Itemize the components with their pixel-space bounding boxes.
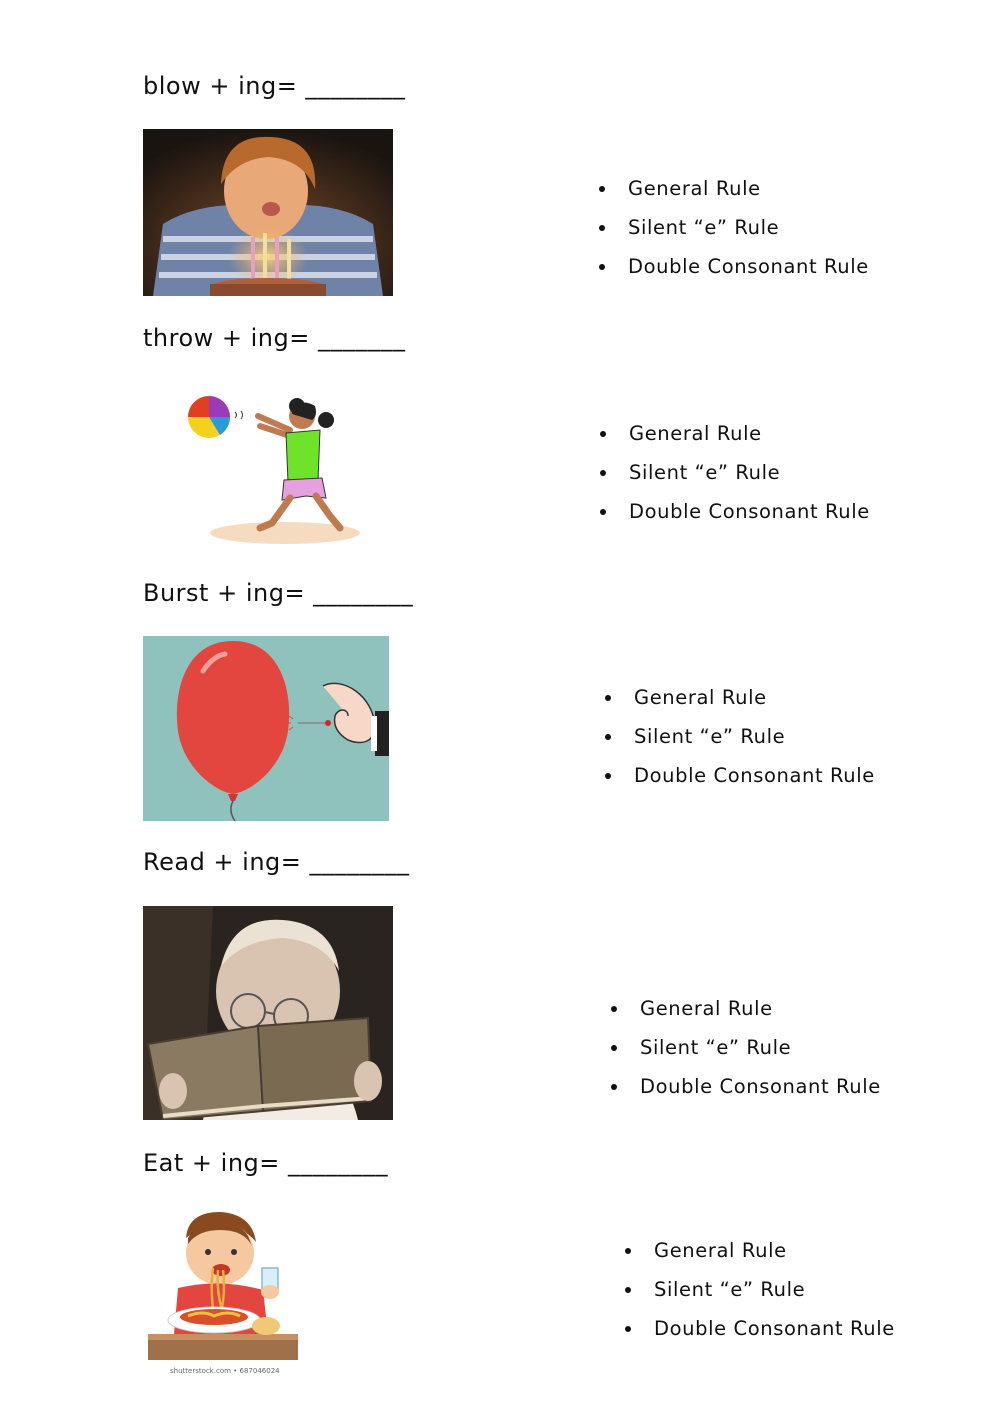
image-child-blowing-candles: [143, 129, 393, 296]
image-balloon-and-pin: [143, 636, 389, 821]
prompt-throw: throw + ing= _______: [143, 324, 406, 352]
prompt-blow: blow + ing= ________: [143, 72, 406, 100]
image-baby-reading-book: [143, 906, 393, 1120]
option-general-rule[interactable]: General Rule: [599, 422, 870, 461]
option-double-consonant-rule[interactable]: Double Consonant Rule: [604, 764, 875, 803]
option-silent-e-rule[interactable]: Silent “e” Rule: [604, 725, 875, 764]
image-boy-eating-spaghetti: [148, 1208, 298, 1363]
rule-options-burst: [604, 686, 875, 803]
option-silent-e-rule[interactable]: Silent “e” Rule: [599, 461, 870, 500]
image-credit: shutterstock.com • 687046024: [170, 1367, 280, 1375]
rule-options-eat: [624, 1239, 895, 1356]
option-double-consonant-rule[interactable]: Double Consonant Rule: [599, 500, 870, 539]
prompt-read: Read + ing= ________: [143, 848, 410, 876]
option-general-rule[interactable]: General Rule: [610, 997, 881, 1036]
rule-options-blow: [598, 177, 869, 294]
option-general-rule[interactable]: General Rule: [604, 686, 875, 725]
rule-options-read: [610, 997, 881, 1114]
option-silent-e-rule[interactable]: Silent “e” Rule: [598, 216, 869, 255]
option-silent-e-rule[interactable]: Silent “e” Rule: [610, 1036, 881, 1075]
option-double-consonant-rule[interactable]: Double Consonant Rule: [610, 1075, 881, 1114]
option-silent-e-rule[interactable]: Silent “e” Rule: [624, 1278, 895, 1317]
option-general-rule[interactable]: General Rule: [598, 177, 869, 216]
rule-options-throw: [599, 422, 870, 539]
prompt-eat: Eat + ing= ________: [143, 1149, 388, 1177]
option-double-consonant-rule[interactable]: Double Consonant Rule: [598, 255, 869, 294]
option-general-rule[interactable]: General Rule: [624, 1239, 895, 1278]
prompt-burst: Burst + ing= ________: [143, 579, 414, 607]
image-girl-throwing-ball: [180, 388, 365, 548]
option-double-consonant-rule[interactable]: Double Consonant Rule: [624, 1317, 895, 1356]
